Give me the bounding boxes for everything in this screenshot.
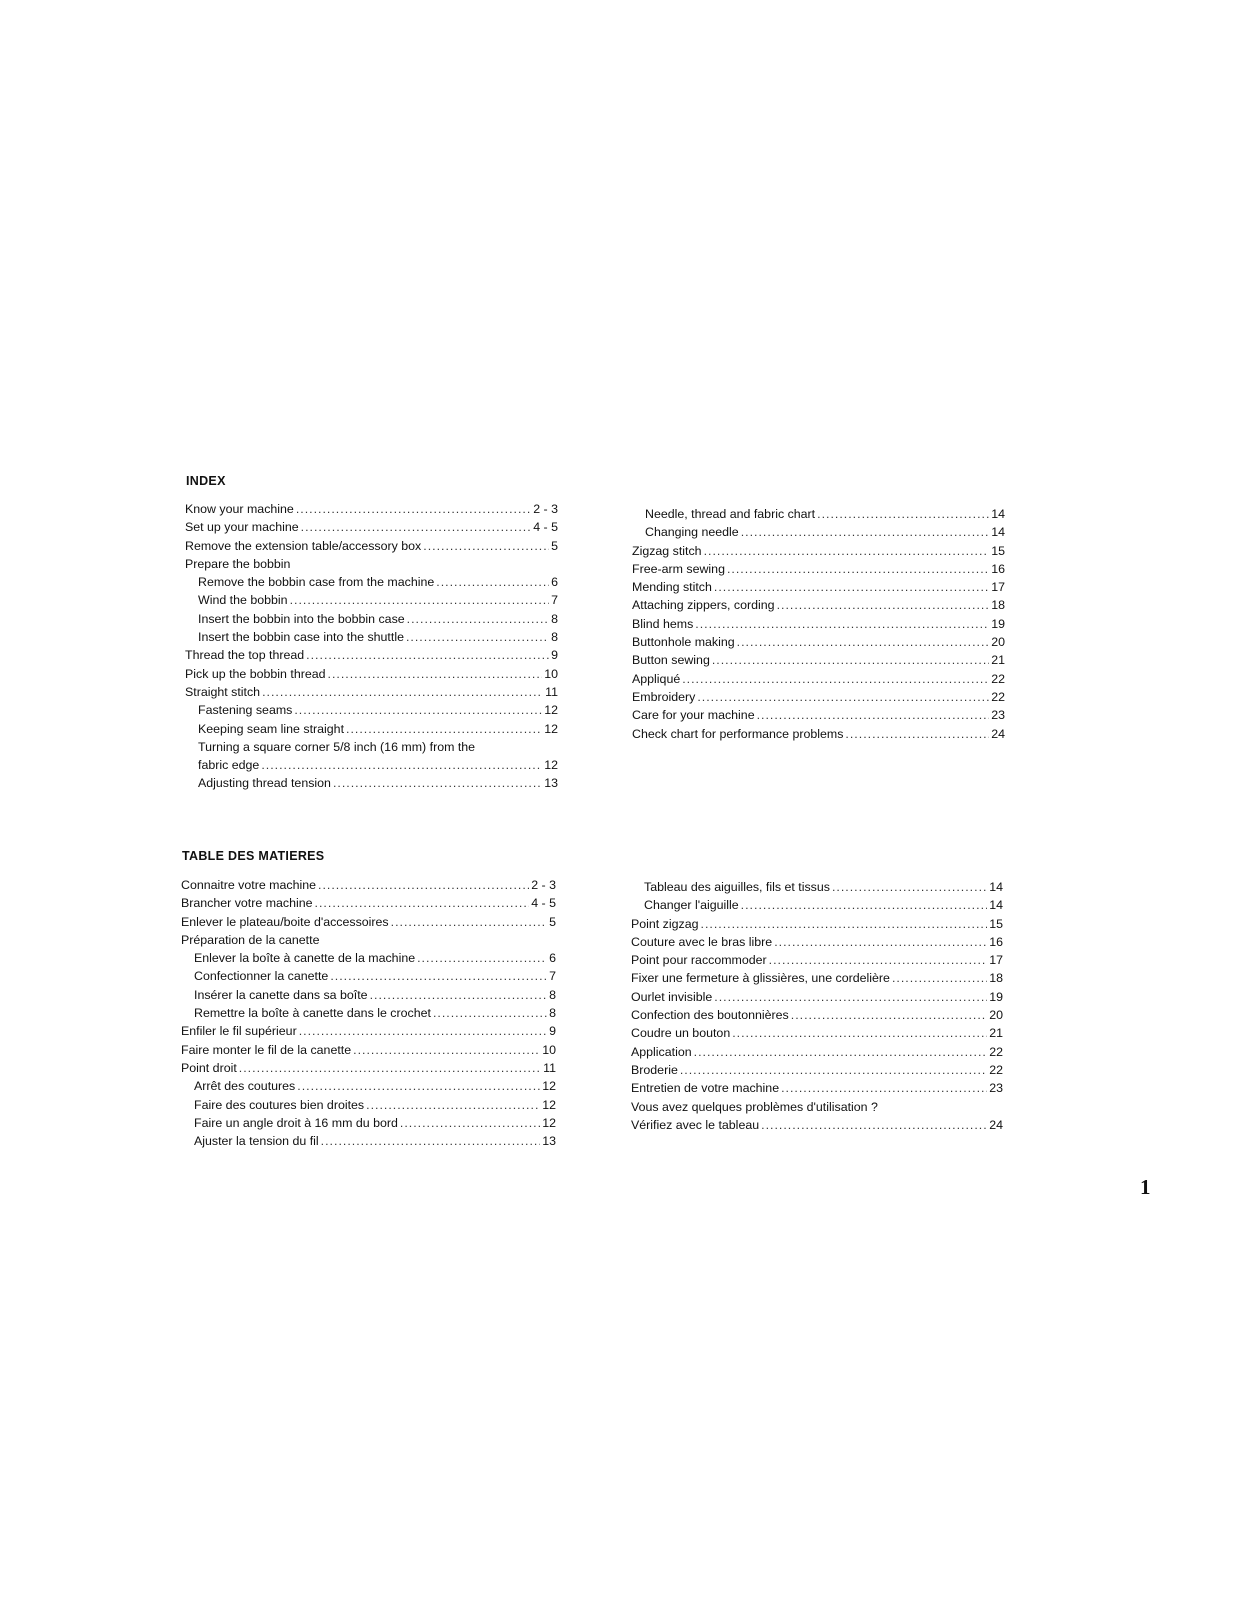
- toc-entry: [632, 615, 1005, 633]
- toc-entry-page: 14: [989, 898, 1003, 913]
- toc-entry-label: fabric edge: [198, 758, 260, 773]
- toc-entry: [631, 969, 1003, 987]
- toc-entry-label: Embroidery: [632, 689, 696, 704]
- page-number: 1: [1140, 1175, 1151, 1199]
- toc-entry-label: Point pour raccommoder: [631, 953, 767, 968]
- toc-entry-page: 8: [551, 611, 558, 626]
- toc-entry-page: 14: [989, 880, 1003, 894]
- toc-entry-label: Remove the bobbin case from the machine: [198, 575, 435, 590]
- toc-entry-page: 2 - 3: [531, 878, 556, 892]
- toc-entry: [185, 628, 558, 646]
- toc-dot-leader: [417, 949, 547, 967]
- toc-entry: [185, 573, 558, 591]
- toc-entry-page: 8: [549, 1006, 556, 1021]
- toc-dot-leader: [694, 1043, 988, 1061]
- toc-entry-label: Check chart for performance problems: [632, 726, 844, 741]
- toc-dot-leader: [328, 665, 543, 683]
- toc-dot-leader: [370, 986, 548, 1004]
- toc-dot-leader: [695, 615, 989, 633]
- toc-entry: [632, 688, 1005, 706]
- toc-entry: [181, 1022, 556, 1040]
- toc-entry-page: 8: [551, 630, 558, 645]
- toc-entry-page: 10: [544, 666, 558, 681]
- toc-entry-label: Zigzag stitch: [632, 543, 702, 558]
- toc-entry-label: Faire monter le fil de la canette: [181, 1042, 352, 1057]
- toc-dot-leader: [712, 651, 989, 669]
- toc-entry-label: Faire un angle droit à 16 mm du bord: [194, 1115, 398, 1130]
- toc-entry: [181, 1096, 556, 1114]
- toc-entry-label: Buttonhole making: [632, 635, 735, 650]
- toc-entry: [181, 986, 556, 1004]
- toc-entry-label: Couture avec le bras libre: [631, 934, 773, 949]
- toc-entry-page: 21: [991, 653, 1005, 668]
- toc-entry-page: 7: [551, 593, 558, 608]
- toc-entry-page: 23: [989, 1081, 1003, 1096]
- toc-entry-page: 24: [991, 726, 1005, 741]
- toc-entry-label: Wind the bobbin: [198, 593, 288, 608]
- toc-dot-leader: [406, 628, 549, 646]
- toc-dot-leader: [704, 542, 990, 560]
- toc-entry: [631, 1043, 1003, 1061]
- toc-entry-label: Adjusting thread tension: [198, 776, 331, 791]
- toc-dot-leader: [781, 1079, 987, 1097]
- toc-entry: [632, 560, 1005, 578]
- toc-entry-label: Insert the bobbin case into the shuttle: [198, 630, 404, 645]
- toc-entry: [181, 967, 556, 985]
- toc-entry: [631, 915, 1003, 933]
- toc-entry: [181, 1041, 556, 1059]
- table-des-matieres-left-column: [181, 876, 556, 1150]
- toc-entry-page: 4 - 5: [531, 896, 556, 911]
- toc-entry: [181, 931, 556, 949]
- toc-entry-page: 12: [544, 721, 558, 736]
- toc-entry-label: Fixer une fermeture à glissières, une cordelière: [631, 971, 890, 986]
- toc-entry-label: Fastening seams: [198, 703, 293, 718]
- index-left-column: [185, 500, 558, 793]
- toc-dot-leader: [294, 701, 542, 719]
- toc-entry-label: Pick up the bobbin thread: [185, 666, 326, 681]
- toc-entry-label: Ourlet invisible: [631, 989, 713, 1004]
- toc-entry-label: Brancher votre machine: [181, 896, 313, 911]
- toc-entry-page: 9: [549, 1024, 556, 1039]
- toc-entry: [181, 1059, 556, 1077]
- toc-dot-leader: [845, 725, 989, 743]
- toc-entry-label: Confection des boutonnières: [631, 1008, 789, 1023]
- toc-entry-page: 11: [545, 684, 558, 699]
- toc-entry-label: Turning a square corner 5/8 inch (16 mm) from the: [198, 739, 476, 754]
- toc-entry-label: Vous avez quelques problèmes d'utilisation ?: [631, 1099, 878, 1114]
- toc-dot-leader: [262, 683, 543, 701]
- toc-entry-page: 8: [549, 987, 556, 1002]
- toc-entry-label: Attaching zippers, cording: [632, 598, 775, 613]
- toc-dot-leader: [777, 596, 990, 614]
- toc-entry-label: Enlever le plateau/boite d'accessoires: [181, 914, 389, 929]
- toc-entry: [632, 633, 1005, 651]
- toc-dot-leader: [306, 646, 549, 664]
- toc-dot-leader: [318, 876, 529, 894]
- toc-entry-page: 23: [991, 708, 1005, 723]
- toc-dot-leader: [680, 1061, 987, 1079]
- toc-entry: [631, 896, 1003, 914]
- toc-entry-label: Vérifiez avec le tableau: [631, 1117, 760, 1132]
- toc-dot-leader: [714, 988, 987, 1006]
- toc-dot-leader: [769, 951, 988, 969]
- toc-entry-label: Enfiler le fil supérieur: [181, 1024, 297, 1039]
- toc-entry-label: Remove the extension table/accessory box: [185, 538, 422, 553]
- toc-dot-leader: [774, 933, 987, 951]
- toc-entry: [185, 665, 558, 683]
- toc-entry-page: 10: [542, 1042, 556, 1057]
- toc-entry-page: 17: [991, 580, 1005, 595]
- index-right-column: [632, 505, 1005, 743]
- toc-entry: [631, 1116, 1003, 1134]
- toc-dot-leader: [757, 706, 990, 724]
- toc-entry-page: 11: [543, 1060, 556, 1075]
- toc-entry: [185, 518, 558, 536]
- toc-entry-page: 12: [542, 1097, 556, 1112]
- toc-entry-page: 19: [991, 616, 1005, 631]
- toc-entry-label: Insérer la canette dans sa boîte: [194, 987, 368, 1002]
- toc-entry-label: Faire des coutures bien droites: [194, 1097, 365, 1112]
- toc-entry-page: 18: [989, 971, 1003, 986]
- toc-entry-label: Appliqué: [632, 671, 681, 686]
- toc-entry-label: Prepare the bobbin: [185, 556, 291, 571]
- toc-entry-label: Blind hems: [632, 616, 694, 631]
- toc-entry-label: Keeping seam line straight: [198, 721, 345, 736]
- toc-entry: [185, 500, 558, 518]
- toc-entry-page: 12: [542, 1079, 556, 1094]
- toc-dot-leader: [697, 688, 989, 706]
- toc-dot-leader: [299, 1022, 547, 1040]
- toc-entry-label: Changing needle: [645, 525, 739, 540]
- toc-dot-leader: [741, 523, 990, 541]
- toc-dot-leader: [682, 670, 989, 688]
- toc-entry-label: Coudre un bouton: [631, 1026, 731, 1041]
- toc-entry-page: 16: [989, 934, 1003, 949]
- toc-entry: [185, 683, 558, 701]
- toc-dot-leader: [261, 756, 542, 774]
- toc-entry: [631, 878, 1003, 896]
- toc-entry-page: 14: [991, 525, 1005, 540]
- toc-entry-page: 16: [991, 561, 1005, 576]
- toc-entry-page: 22: [991, 671, 1005, 686]
- toc-entry-page: 13: [544, 776, 558, 791]
- toc-entry-label: Entretien de votre machine: [631, 1081, 780, 1096]
- toc-entry: [632, 542, 1005, 560]
- toc-entry: [185, 646, 558, 664]
- toc-dot-leader: [290, 591, 550, 609]
- toc-dot-leader: [301, 518, 532, 536]
- toc-entry: [632, 706, 1005, 724]
- toc-entry-page: 12: [542, 1115, 556, 1130]
- toc-dot-leader: [433, 1004, 547, 1022]
- toc-dot-leader: [701, 915, 988, 933]
- toc-entry: [181, 1132, 556, 1150]
- toc-entry: [632, 505, 1005, 523]
- toc-entry-label: Préparation de la canette: [181, 932, 320, 947]
- toc-dot-leader: [346, 720, 542, 738]
- toc-dot-leader: [333, 774, 542, 792]
- toc-dot-leader: [366, 1096, 540, 1114]
- toc-entry: [185, 701, 558, 719]
- toc-entry-page: 22: [989, 1044, 1003, 1059]
- toc-entry-page: 19: [989, 989, 1003, 1004]
- toc-entry-page: 15: [989, 916, 1003, 931]
- toc-entry-label: Care for your machine: [632, 708, 755, 723]
- toc-dot-leader: [321, 1132, 541, 1150]
- toc-entry: [631, 951, 1003, 969]
- toc-entry: [181, 949, 556, 967]
- toc-dot-leader: [761, 1116, 987, 1134]
- toc-dot-leader: [330, 967, 547, 985]
- toc-entry-label: Tableau des aiguilles, fils et tissus: [644, 880, 830, 894]
- toc-entry: [185, 591, 558, 609]
- toc-dot-leader: [296, 500, 531, 518]
- table-des-matieres-right-column: [631, 878, 1003, 1134]
- toc-entry-label: Needle, thread and fabric chart: [645, 507, 816, 521]
- toc-entry-page: 2 - 3: [533, 502, 558, 516]
- toc-entry-label: Free-arm sewing: [632, 561, 725, 576]
- toc-entry: [632, 725, 1005, 743]
- toc-entry-page: 7: [549, 969, 556, 984]
- toc-entry-page: 20: [989, 1008, 1003, 1023]
- toc-entry: [631, 1061, 1003, 1079]
- toc-dot-leader: [817, 505, 989, 523]
- toc-entry-page: 14: [991, 507, 1005, 521]
- toc-entry-page: 18: [991, 598, 1005, 613]
- toc-entry: [631, 1006, 1003, 1024]
- toc-dot-leader: [737, 633, 990, 651]
- toc-dot-leader: [297, 1077, 540, 1095]
- toc-dot-leader: [391, 913, 547, 931]
- toc-entry-label: Connaitre votre machine: [181, 878, 316, 892]
- toc-dot-leader: [791, 1006, 987, 1024]
- toc-dot-leader: [732, 1024, 987, 1042]
- toc-entry: [632, 596, 1005, 614]
- toc-entry: [181, 913, 556, 931]
- toc-entry-label: Thread the top thread: [185, 648, 305, 663]
- toc-entry: [181, 1114, 556, 1132]
- toc-entry-label: Broderie: [631, 1062, 678, 1077]
- toc-entry: [185, 756, 558, 774]
- toc-entry: [632, 578, 1005, 596]
- toc-entry-label: Point droit: [181, 1060, 237, 1075]
- toc-entry-page: 13: [542, 1134, 556, 1149]
- toc-entry-page: 12: [544, 758, 558, 773]
- toc-entry-label: Application: [631, 1044, 692, 1059]
- toc-dot-leader: [436, 573, 549, 591]
- toc-entry-page: 20: [991, 635, 1005, 650]
- toc-dot-leader: [892, 969, 987, 987]
- toc-entry-label: Enlever la boîte à canette de la machine: [194, 951, 416, 966]
- toc-entry-page: 22: [989, 1062, 1003, 1077]
- toc-entry: [631, 1098, 1003, 1116]
- toc-entry-label: Set up your machine: [185, 520, 299, 535]
- index-title: INDEX: [186, 474, 226, 488]
- toc-entry: [181, 1004, 556, 1022]
- toc-entry-page: 12: [544, 703, 558, 718]
- toc-entry-label: Button sewing: [632, 653, 710, 668]
- toc-entry: [632, 523, 1005, 541]
- toc-entry-label: Ajuster la tension du fil: [194, 1134, 319, 1149]
- toc-dot-leader: [714, 578, 989, 596]
- toc-entry: [631, 988, 1003, 1006]
- toc-entry-label: Confectionner la canette: [194, 969, 329, 984]
- toc-dot-leader: [727, 560, 989, 578]
- toc-entry-page: 6: [551, 575, 558, 590]
- toc-entry-label: Arrêt des coutures: [194, 1079, 296, 1094]
- toc-dot-leader: [423, 537, 549, 555]
- toc-entry-page: 22: [991, 689, 1005, 704]
- toc-dot-leader: [353, 1041, 540, 1059]
- toc-entry-page: 5: [551, 538, 558, 553]
- toc-entry-page: 24: [989, 1117, 1003, 1132]
- toc-entry: [181, 876, 556, 894]
- toc-entry-page: 5: [549, 914, 556, 929]
- toc-entry: [631, 933, 1003, 951]
- toc-entry: [631, 1024, 1003, 1042]
- toc-entry: [185, 720, 558, 738]
- toc-entry-label: Point zigzag: [631, 916, 699, 931]
- toc-dot-leader: [407, 610, 549, 628]
- toc-entry-page: 21: [989, 1026, 1003, 1041]
- toc-entry-page: 4 - 5: [533, 520, 558, 535]
- toc-entry: [632, 651, 1005, 669]
- toc-entry: [632, 670, 1005, 688]
- toc-entry-label: Remettre la boîte à canette dans le crochet: [194, 1006, 431, 1021]
- toc-entry-label: Changer l'aiguille: [644, 898, 739, 913]
- toc-entry: [185, 555, 558, 573]
- toc-entry: [185, 774, 558, 792]
- toc-dot-leader: [315, 894, 530, 912]
- toc-entry: [185, 610, 558, 628]
- toc-entry-page: 15: [991, 543, 1005, 558]
- toc-entry-page: 6: [549, 951, 556, 966]
- toc-entry-label: Know your machine: [185, 502, 294, 516]
- toc-entry-label: Insert the bobbin into the bobbin case: [198, 611, 405, 626]
- toc-entry-label: Straight stitch: [185, 684, 261, 699]
- toc-dot-leader: [832, 878, 987, 896]
- table-des-matieres-title: TABLE DES MATIERES: [182, 849, 325, 863]
- toc-dot-leader: [400, 1114, 540, 1132]
- toc-entry: [185, 738, 558, 756]
- toc-entry: [181, 894, 556, 912]
- toc-entry: [181, 1077, 556, 1095]
- toc-dot-leader: [741, 896, 988, 914]
- toc-entry: [631, 1079, 1003, 1097]
- toc-entry-page: 17: [989, 953, 1003, 968]
- toc-entry: [185, 537, 558, 555]
- toc-dot-leader: [239, 1059, 541, 1077]
- toc-entry-label: Mending stitch: [632, 580, 712, 595]
- toc-entry-page: 9: [551, 648, 558, 663]
